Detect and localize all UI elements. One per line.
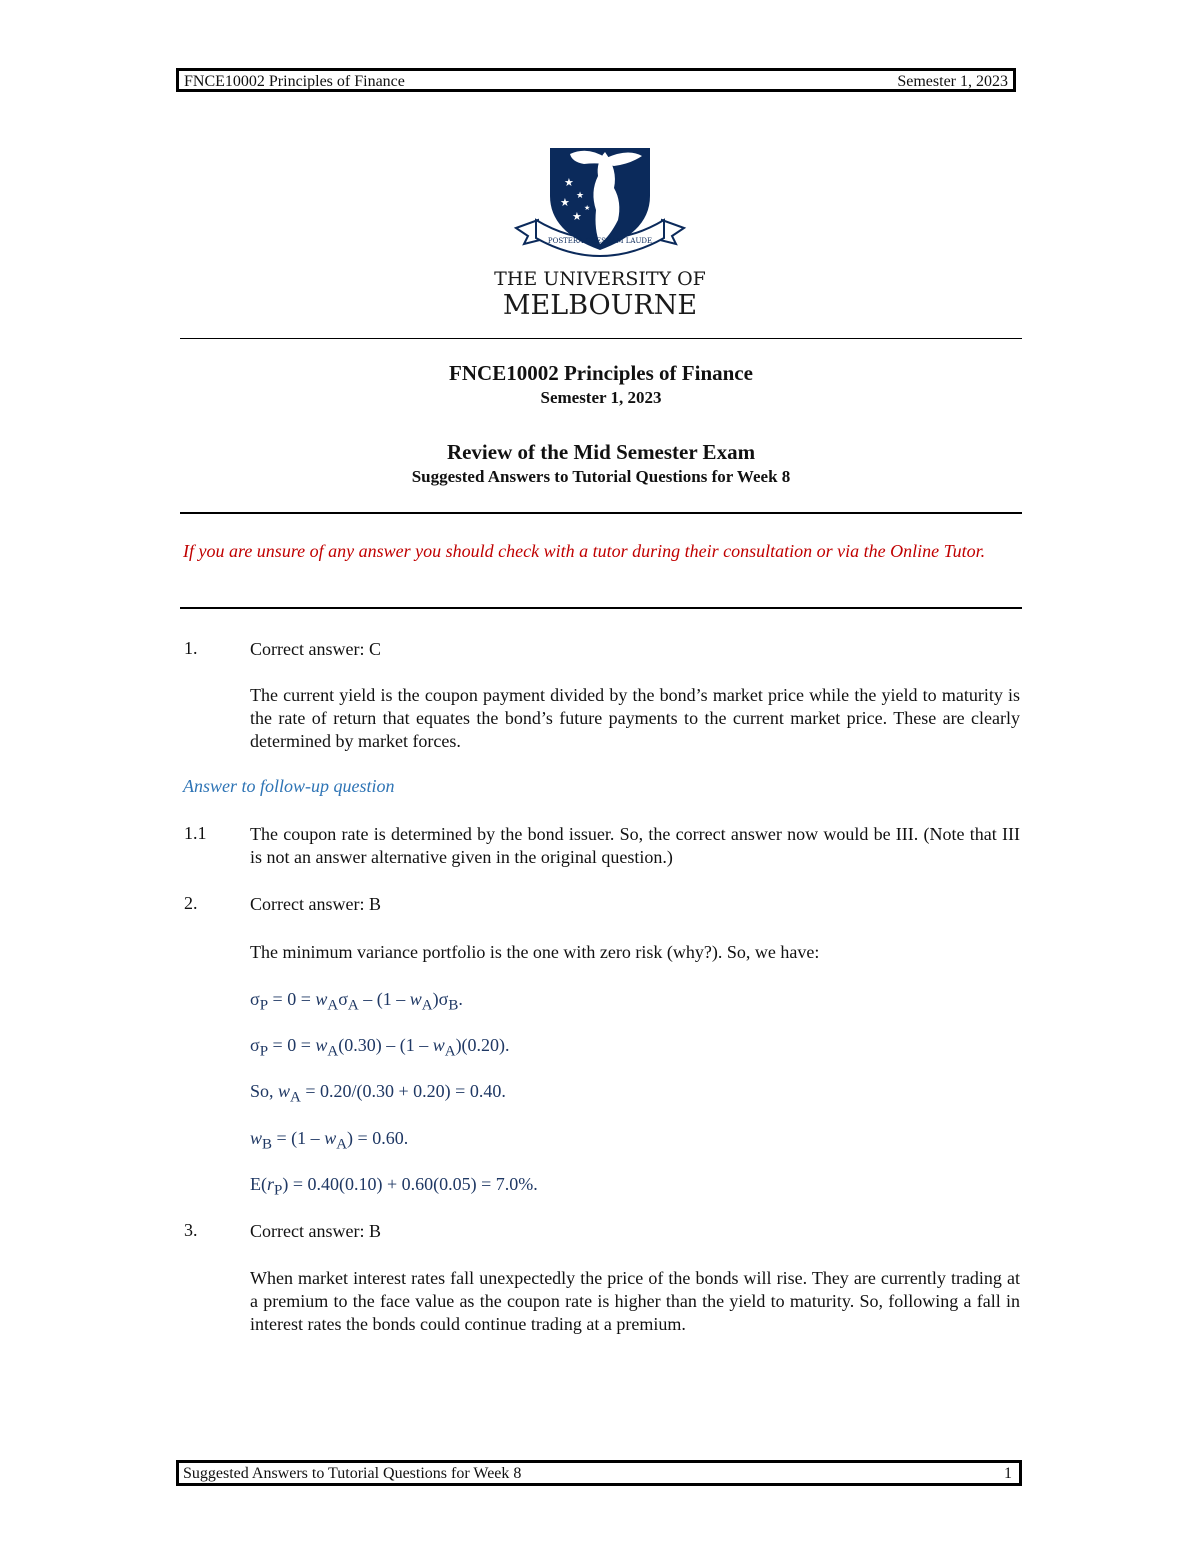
svg-text:★: ★	[564, 176, 574, 189]
page-number: 1	[1004, 1465, 1012, 1482]
svg-text:★: ★	[584, 204, 591, 212]
svg-text:★: ★	[572, 210, 582, 223]
q2-number: 2.	[184, 893, 198, 913]
followup-number: 1.1	[184, 823, 207, 843]
university-logo	[494, 140, 706, 325]
doc-semester: Semester 1, 2023	[540, 388, 662, 407]
equation-2: $\sigma_P = 0 = w_A(0.30) - (1 - w_A)(0.20)$.	[250, 1035, 510, 1060]
q2-intro: The minimum variance portfolio is the one with zero risk (why?). So, we have:	[250, 942, 820, 962]
svg-text:★: ★	[576, 191, 585, 201]
equation-3: So, $w_A = 0.20/(0.30 + 0.20) = 0.40$.	[250, 1081, 506, 1106]
equation-4: $w_B = (1 - w_A) = 0.60$.	[250, 1128, 409, 1153]
header-course: FNCE10002 Principles of Finance	[184, 73, 405, 90]
title-divider	[180, 338, 1022, 339]
q3-number: 3.	[184, 1220, 198, 1240]
page-header	[176, 68, 1016, 92]
equation-1: $\sigma_P = 0 = w_A\sigma_A - (1 - w_A)\sigma_B$.	[250, 989, 463, 1014]
followup-heading: Answer to follow-up question	[183, 776, 395, 796]
equation-5: $E(r_P) = 0.40(0.10) + 0.60(0.05) = 7.0\%$.	[250, 1174, 538, 1199]
doc-review-title: Review of the Mid Semester Exam	[446, 440, 756, 464]
q2-answer: Correct answer: B	[250, 894, 381, 914]
q3-answer: Correct answer: B	[250, 1221, 381, 1241]
svg-text:MELBOURNE: MELBOURNE	[502, 290, 698, 321]
note-divider-top	[180, 512, 1022, 514]
followup-explanation: The coupon rate is determined by the bond issuer. So, the correct answer now would be III. (Note that III is not an answer alternative given in the original question.)	[250, 824, 1020, 867]
footer-title: Suggested Answers to Tutorial Questions for Week 8	[183, 1465, 522, 1482]
header-semester: Semester 1, 2023	[897, 73, 1008, 90]
svg-text:THE UNIVERSITY OF: THE UNIVERSITY OF	[494, 268, 706, 290]
q1-number: 1.	[184, 638, 198, 658]
doc-title: FNCE10002 Principles of Finance	[449, 361, 753, 385]
page-footer	[176, 1460, 1022, 1486]
svg-text:★: ★	[560, 196, 570, 209]
tutor-note: If you are unsure of any answer you should check with a tutor during their consultation or via the Online Tutor.	[183, 541, 986, 561]
q1-answer: Correct answer: C	[250, 639, 381, 659]
note-divider-bottom	[180, 607, 1022, 609]
doc-subtitle: Suggested Answers to Tutorial Questions for Week 8	[411, 467, 791, 486]
svg-text:POSTERA CRESCAM LAUDE: POSTERA CRESCAM LAUDE	[547, 237, 653, 245]
q1-explanation: The current yield is the coupon payment divided by the bond’s market price while the yield to maturity is the rate of return that equates the bond’s future payments to the current market price. These are clearly determined by market forces.	[250, 685, 1020, 751]
q3-explanation: When market interest rates fall unexpectedly the price of the bonds will rise. They are currently trading at a premium to the face value as the coupon rate is higher than the yield to maturity. So, following a fall in interest rates the bonds could continue trading at a premium.	[250, 1268, 1020, 1334]
